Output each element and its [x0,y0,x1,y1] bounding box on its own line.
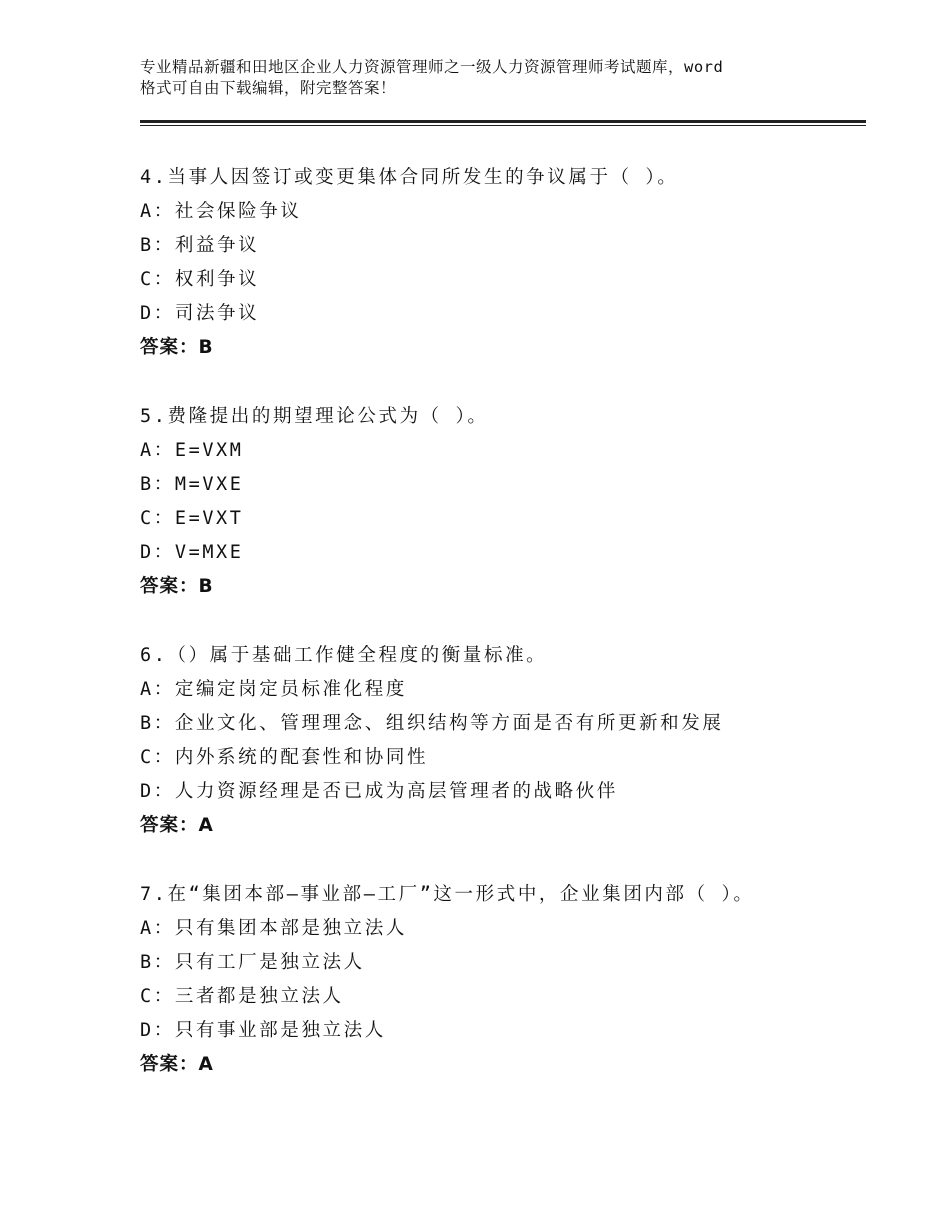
option-c: C：内外系统的配套性和协同性 [140,747,429,768]
option-c: C：三者都是独立法人 [140,986,344,1007]
option-b: B：只有工厂是独立法人 [140,952,365,973]
question-block [140,639,860,843]
question-stem: 5.费隆提出的期望理论公式为（ ）。 [140,406,489,427]
question-stem: 4.当事人因签订或变更集体合同所发生的争议属于（ ）。 [140,167,679,188]
header-divider-thin [140,125,866,126]
option-a: A：社会保险争议 [140,201,302,222]
option-a: A：E=VXM [140,440,244,461]
header-line-2: 格式可自由下载编辑，附完整答案！ [140,79,397,97]
option-d: D：只有事业部是独立法人 [140,1020,386,1041]
question-stem: 7.在“集团本部—事业部—工厂”这一形式中，企业集团内部（ ）。 [140,884,755,905]
question-stem: 6.（）属于基础工作健全程度的衡量标准。 [140,645,548,666]
question-block [140,878,860,1082]
answer-label: 答案：B [140,337,214,358]
header-line-1: 专业精品新疆和田地区企业人力资源管理师之一级人力资源管理师考试题库，word [140,58,724,76]
answer-label: 答案：A [140,1054,214,1075]
option-a: A：只有集团本部是独立法人 [140,918,407,939]
option-b: B：M=VXE [140,474,244,495]
option-c: C：权利争议 [140,269,260,290]
option-b: B：企业文化、管理理念、组织结构等方面是否有所更新和发展 [140,713,724,734]
header-divider-thick [140,120,866,123]
option-b: B：利益争议 [140,235,260,256]
option-c: C：E=VXT [140,508,244,529]
answer-label: 答案：B [140,576,214,597]
option-d: D：人力资源经理是否已成为高层管理者的战略伙伴 [140,781,618,802]
answer-label: 答案：A [140,815,214,836]
option-a: A：定编定岗定员标准化程度 [140,679,407,700]
document-header [140,57,840,99]
option-d: D：司法争议 [140,303,260,324]
option-d: D：V=MXE [140,542,244,563]
question-block [140,161,860,365]
question-block [140,400,860,604]
